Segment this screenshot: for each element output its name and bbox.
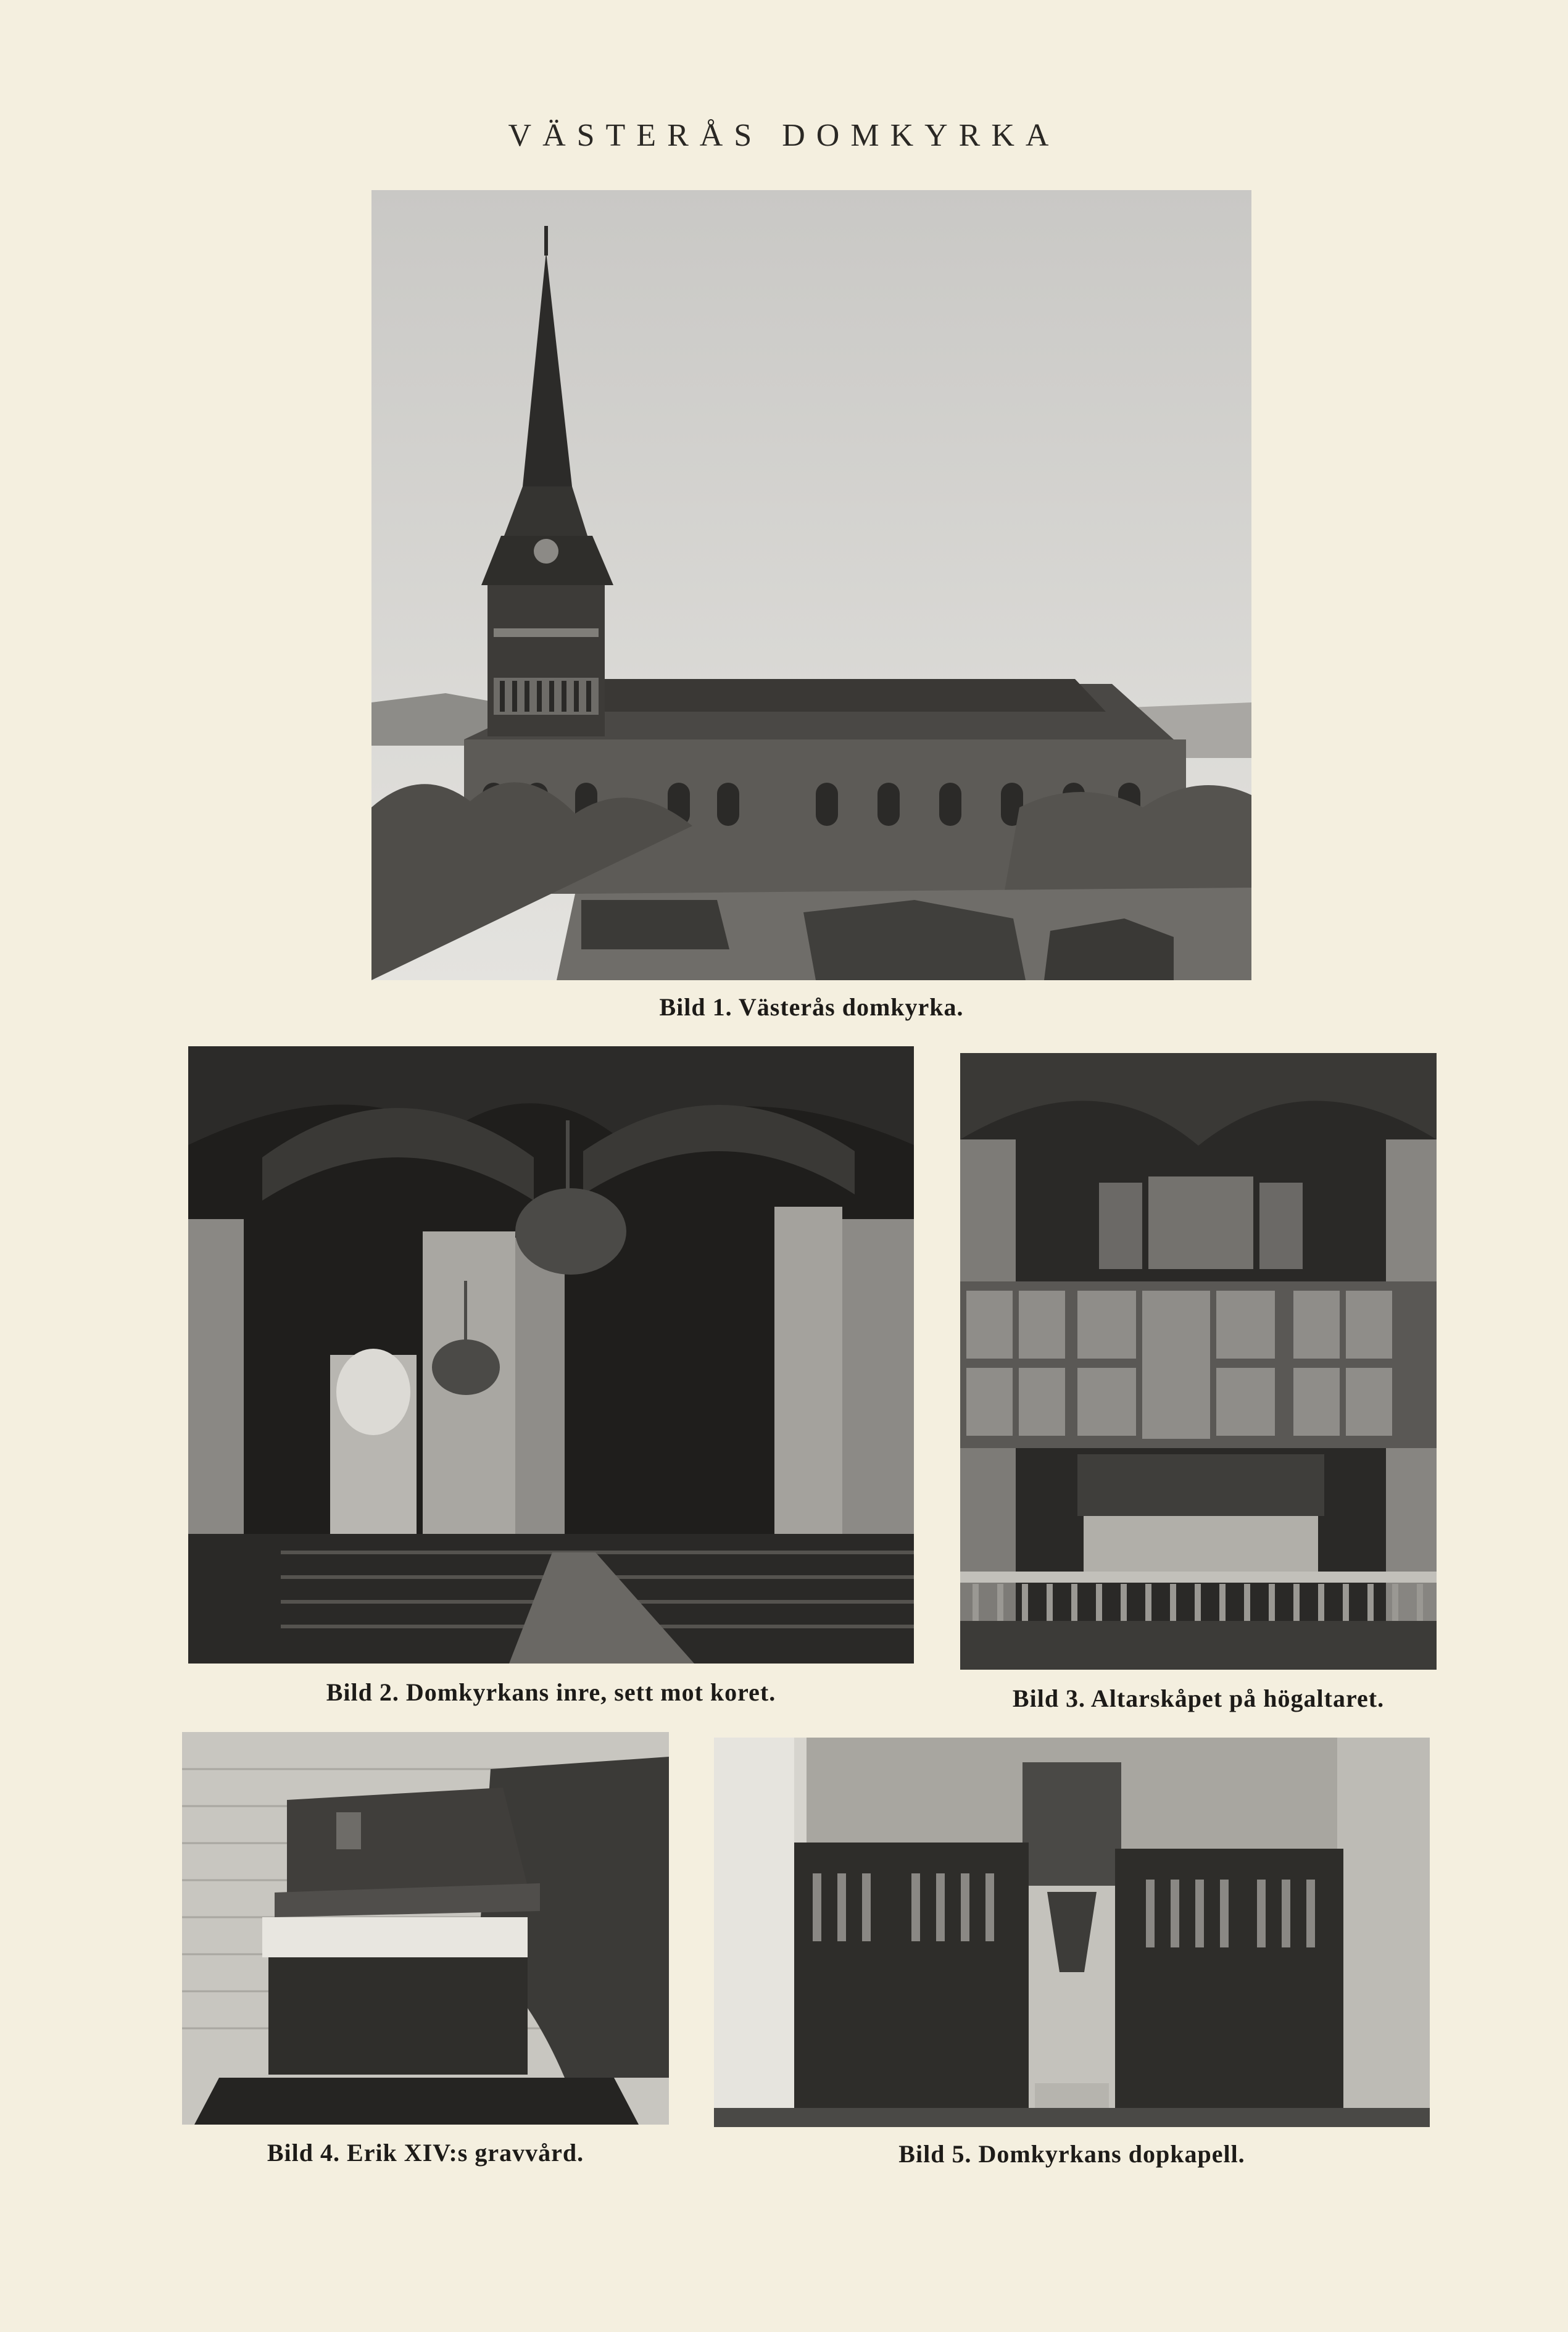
baptismal-chapel-photo: [714, 1738, 1430, 2127]
tomb-photo: [182, 1732, 669, 2125]
figure-caption-2: Bild 2. Domkyrkans inre, sett mot koret.: [326, 1678, 776, 1706]
cathedral-interior-photo: [188, 1046, 914, 1664]
figure-caption-5: Bild 5. Domkyrkans dopkapell.: [898, 2140, 1245, 2168]
page-title: VÄSTERÅS DOMKYRKA: [508, 118, 1060, 153]
figure-caption-1: Bild 1. Västerås domkyrka.: [659, 993, 964, 1021]
figure-caption-3: Bild 3. Altarskåpet på högaltaret.: [1012, 1684, 1385, 1712]
cathedral-exterior-photo: [371, 190, 1251, 980]
altarpiece-photo: [960, 1053, 1437, 1670]
figure-caption-4: Bild 4. Erik XIV:s gravvård.: [267, 2139, 584, 2167]
